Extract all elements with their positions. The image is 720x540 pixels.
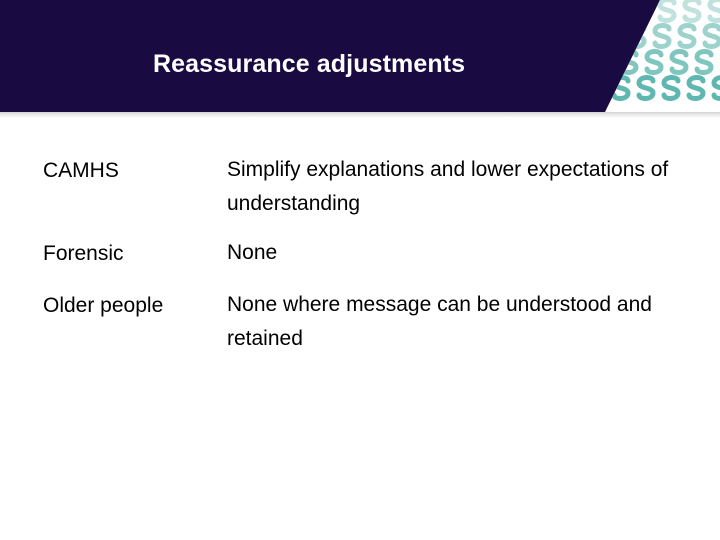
row-label: Older people [43, 294, 164, 317]
row-label: Forensic [43, 242, 124, 265]
row-value: None where message can be understood and retained [227, 293, 652, 350]
row-value: None [227, 241, 278, 264]
row-value: Simplify explanations and lower expectations of understanding [227, 158, 669, 215]
header-bar [0, 0, 720, 112]
header-divider [0, 112, 720, 118]
slide-title: Reassurance adjustments [153, 50, 466, 78]
row-label: CAMHS [43, 159, 119, 182]
